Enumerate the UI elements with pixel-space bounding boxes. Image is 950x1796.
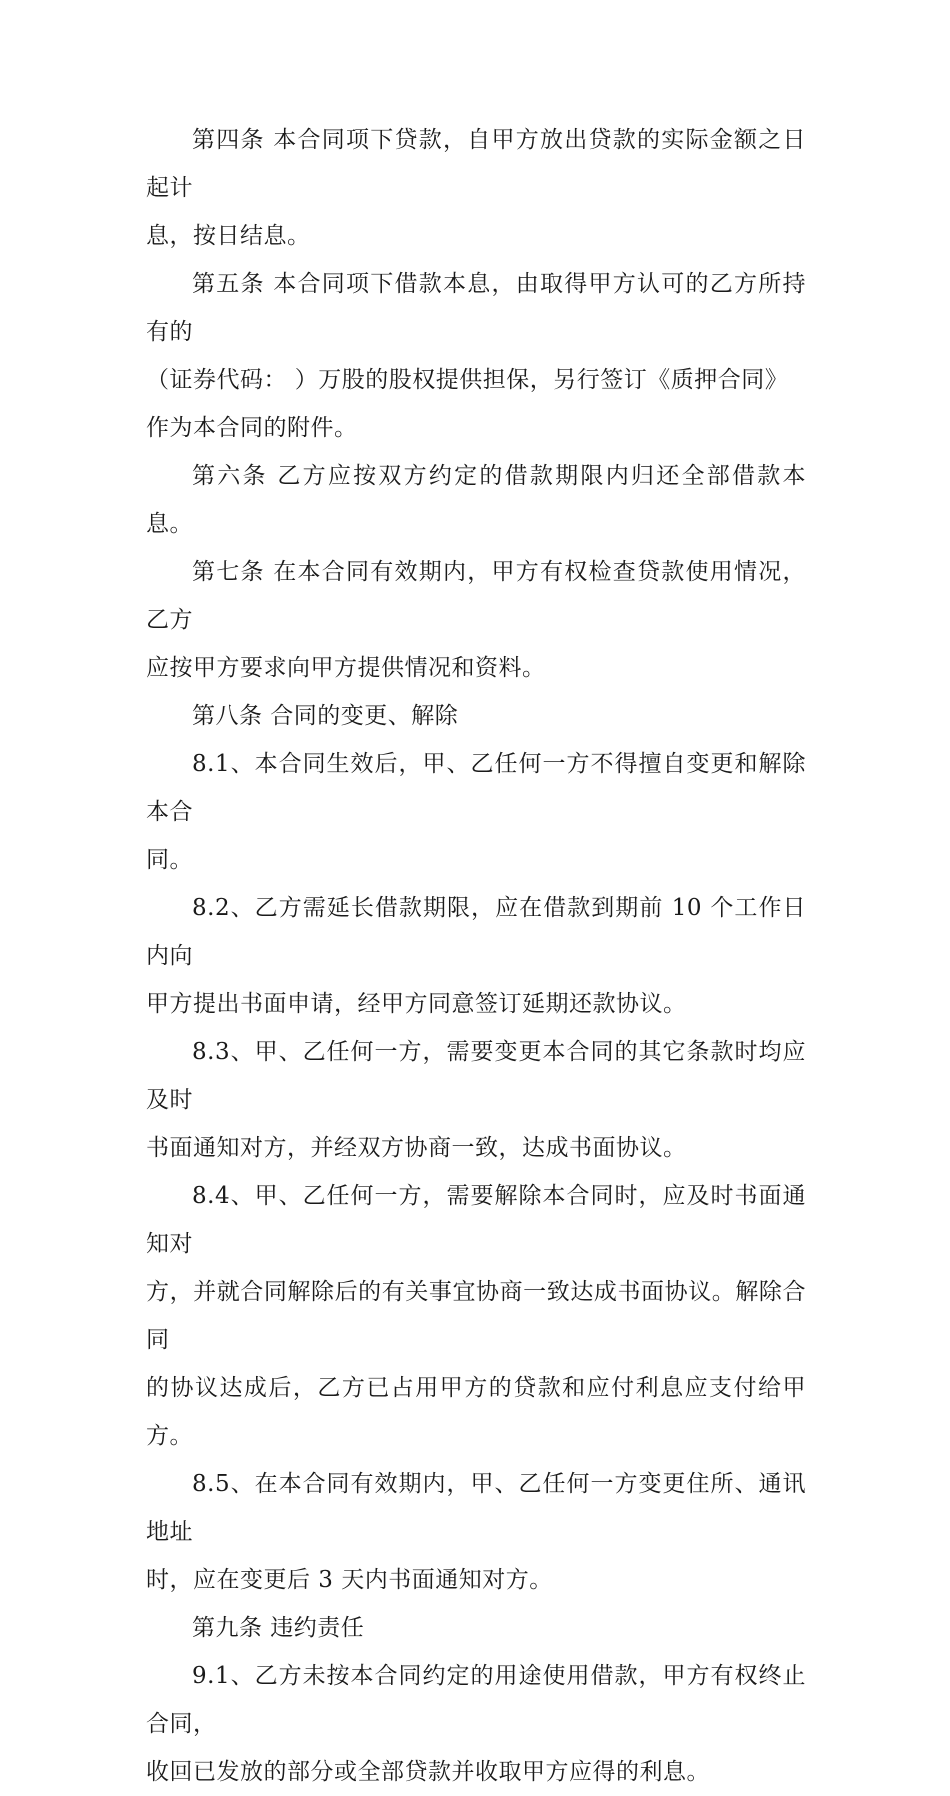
text-line: 8.3、甲、乙任何一方，需要变更本合同的其它条款时均应及时: [146, 1039, 806, 1113]
text-line: 9.1、乙方未按本合同约定的用途使用借款，甲方有权终止合同，: [146, 1663, 806, 1737]
text-line: 书面通知对方，并经双方协商一致，达成书面协议。: [146, 1135, 687, 1161]
text-line: 应按甲方要求向甲方提供情况和资料。: [146, 655, 546, 681]
document-page: [146, 116, 806, 1796]
text-line: 8.4、甲、乙任何一方，需要解除本合同时，应及时书面通知对: [146, 1183, 806, 1257]
clause-8-2: [146, 884, 806, 1028]
text-line: 息，按日结息。: [146, 223, 311, 249]
text-line: 第五条 本合同项下借款本息，由取得甲方认可的乙方所持有的: [146, 271, 806, 345]
text-line: 作为本合同的附件。: [146, 415, 358, 441]
text-line: 同。: [146, 847, 193, 873]
text-line: 第九条 违约责任: [192, 1615, 365, 1641]
text-line: 的协议达成后，乙方已占用甲方的贷款和应付利息应支付给甲方。: [146, 1375, 806, 1449]
clause-9-1: [146, 1652, 806, 1796]
text-line: 第四条 本合同项下贷款，自甲方放出贷款的实际金额之日起计: [146, 127, 806, 201]
text-line: 甲方提出书面申请，经甲方同意签订延期还款协议。: [146, 991, 687, 1017]
article-4: [146, 116, 806, 260]
text-line: 时，应在变更后 3 天内书面通知对方。: [146, 1567, 553, 1593]
article-6: [146, 452, 806, 548]
clause-8-3: [146, 1028, 806, 1172]
text-line: 方，并就合同解除后的有关事宜协商一致达成书面协议。解除合同: [146, 1279, 806, 1353]
text-line: 8.2、乙方需延长借款期限，应在借款到期前 10 个工作日内向: [146, 895, 806, 969]
text-line: 8.1、本合同生效后，甲、乙任何一方不得擅自变更和解除本合: [146, 751, 806, 825]
text-line: 第八条 合同的变更、解除: [192, 703, 459, 729]
text-line: 收回已发放的部分或全部贷款并收取甲方应得的利息。: [146, 1759, 710, 1785]
article-7: [146, 548, 806, 692]
text-line: 第七条 在本合同有效期内，甲方有权检查贷款使用情况，乙方: [146, 559, 806, 633]
text-line: 8.5、在本合同有效期内，甲、乙任何一方变更住所、通讯地址: [146, 1471, 806, 1545]
text-line: （证券代码： ）万股的股权提供担保，另行签订《质押合同》: [146, 367, 789, 393]
article-9-heading: [146, 1604, 806, 1652]
clause-8-5: [146, 1460, 806, 1604]
article-5: [146, 260, 806, 452]
text-line: 第六条 乙方应按双方约定的借款期限内归还全部借款本息。: [146, 463, 806, 537]
clause-8-4: [146, 1172, 806, 1460]
article-8-heading: [146, 692, 806, 740]
clause-8-1: [146, 740, 806, 884]
